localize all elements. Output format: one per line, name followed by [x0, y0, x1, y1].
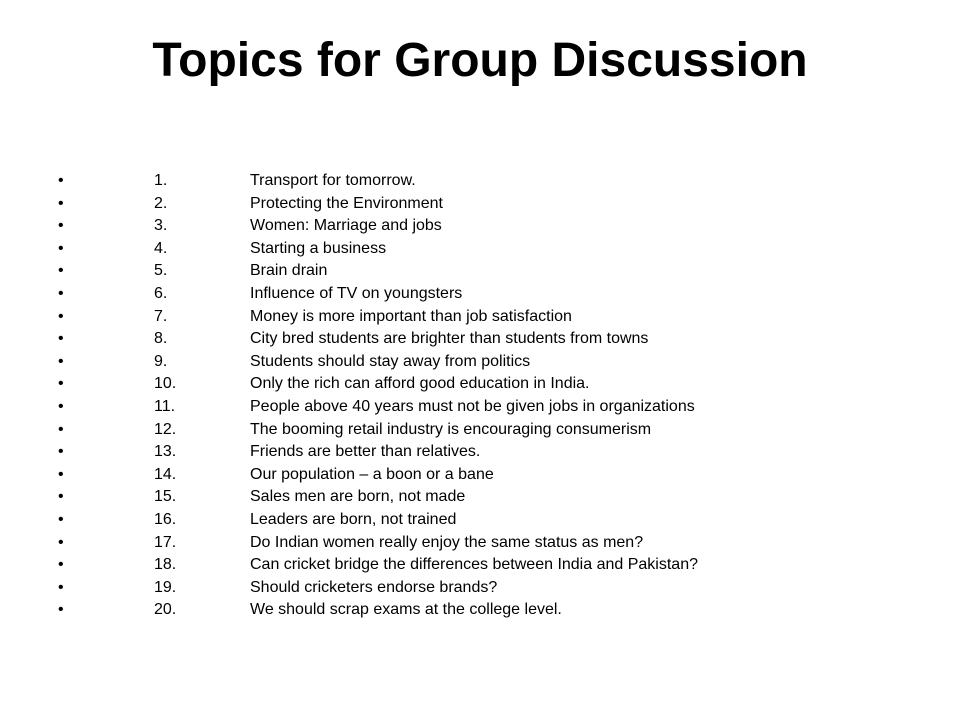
list-item [58, 283, 918, 306]
topic-text: Can cricket bridge the differences between India and Pakistan? [250, 556, 698, 574]
bullet-icon: • [58, 217, 64, 235]
topic-text: Do Indian women really enjoy the same status as men? [250, 533, 644, 551]
bullet-icon: • [58, 556, 64, 574]
topic-number: 18. [154, 556, 177, 574]
list-item [58, 170, 918, 193]
topic-text: Leaders are born, not trained [250, 510, 457, 528]
list-item [58, 554, 918, 577]
bullet-icon: • [58, 465, 64, 483]
topic-number: 4. [154, 239, 168, 257]
topic-number: 13. [154, 443, 177, 461]
topic-text: Friends are better than relatives. [250, 443, 481, 461]
bullet-icon: • [58, 578, 64, 596]
list-item [58, 441, 918, 464]
topic-number: 2. [154, 194, 168, 212]
topic-text: Protecting the Environment [250, 194, 443, 212]
list-item [58, 419, 918, 442]
topic-number: 1. [154, 172, 168, 189]
list-item [58, 532, 918, 555]
topic-text: Should cricketers endorse brands? [250, 578, 498, 596]
list-item [58, 260, 918, 283]
list-item [58, 215, 918, 238]
topic-number: 17. [154, 533, 177, 551]
list-item [58, 328, 918, 351]
topic-text: Brain drain [250, 262, 328, 280]
list-item [58, 396, 918, 419]
list-item [58, 306, 918, 329]
bullet-icon: • [58, 488, 64, 506]
bullet-icon: • [58, 352, 64, 370]
topic-number: 10. [154, 375, 177, 393]
topic-text: People above 40 years must not be given jobs in organizations [250, 397, 695, 415]
list-item [58, 238, 918, 261]
topic-number: 7. [154, 307, 168, 325]
bullet-icon: • [58, 443, 64, 461]
topic-list [58, 170, 918, 622]
topic-text: Only the rich can afford good education in India. [250, 375, 590, 393]
bullet-icon: • [58, 239, 64, 257]
topic-number: 14. [154, 465, 177, 483]
list-item [58, 464, 918, 487]
bullet-icon: • [58, 262, 64, 280]
topic-number: 20. [154, 601, 177, 619]
topic-text: Starting a business [250, 239, 387, 257]
bullet-icon: • [58, 307, 64, 325]
topic-text: Sales men are born, not made [250, 488, 466, 506]
topic-number: 19. [154, 578, 177, 596]
topic-number: 5. [154, 262, 168, 280]
topic-text: Transport for tomorrow. [250, 172, 416, 189]
topic-text: City bred students are brighter than students from towns [250, 330, 649, 348]
topic-text: We should scrap exams at the college level. [250, 601, 562, 619]
topic-text: Our population – a boon or a bane [250, 465, 494, 483]
topic-number: 3. [154, 217, 168, 235]
topic-text: Influence of TV on youngsters [250, 284, 463, 302]
bullet-icon: • [58, 172, 64, 189]
list-item [58, 577, 918, 600]
bullet-icon: • [58, 330, 64, 348]
list-item [58, 599, 918, 622]
topic-text: Students should stay away from politics [250, 352, 531, 370]
topic-number: 6. [154, 284, 168, 302]
list-item [58, 509, 918, 532]
topic-text: Women: Marriage and jobs [250, 217, 442, 235]
list-item [58, 486, 918, 509]
bullet-icon: • [58, 375, 64, 393]
list-item [58, 351, 918, 374]
topic-number: 12. [154, 420, 177, 438]
bullet-icon: • [58, 420, 64, 438]
topic-number: 15. [154, 488, 177, 506]
topic-text: Money is more important than job satisfaction [250, 307, 572, 325]
bullet-icon: • [58, 533, 64, 551]
bullet-icon: • [58, 284, 64, 302]
topic-number: 11. [154, 397, 176, 415]
topic-text: The booming retail industry is encouraging consumerism [250, 420, 652, 438]
topic-number: 16. [154, 510, 177, 528]
bullet-icon: • [58, 397, 64, 415]
topic-number: 8. [154, 330, 168, 348]
bullet-icon: • [58, 601, 64, 619]
topic-number: 9. [154, 352, 168, 370]
bullet-icon: • [58, 510, 64, 528]
list-item [58, 193, 918, 216]
bullet-icon: • [58, 194, 64, 212]
slide-title: Topics for Group Discussion [152, 34, 808, 87]
list-item [58, 373, 918, 396]
